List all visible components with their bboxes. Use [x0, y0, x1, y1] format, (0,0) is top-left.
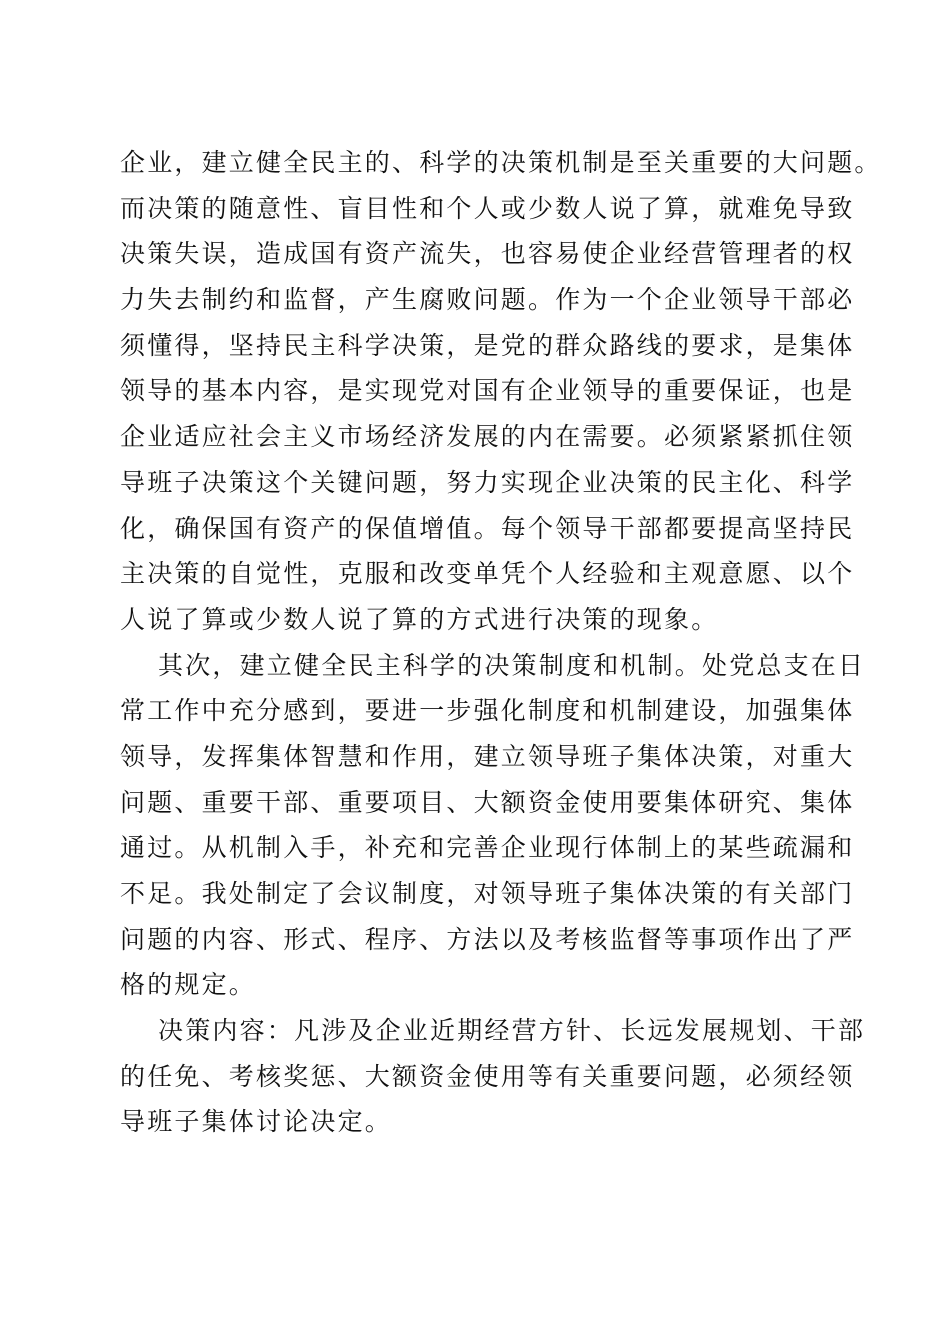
paragraph-line: 而决策的随意性、盲目性和个人或少数人说了算，就难免导致	[120, 193, 855, 223]
paragraph-line: 领导的基本内容，是实现党对国有企业领导的重要保证，也是	[120, 376, 855, 406]
paragraph-line: 常工作中充分感到，要进一步强化制度和机制建设，加强集体	[120, 696, 855, 726]
document-body	[120, 140, 882, 1145]
paragraph-line: 力失去制约和监督，产生腐败问题。作为一个企业领导干部必	[120, 285, 855, 315]
paragraph-line: 其次，建立健全民主科学的决策制度和机制。处党总支在日	[158, 650, 866, 680]
paragraph-line: 企业适应社会主义市场经济发展的内在需要。必须紧紧抓住领	[120, 422, 855, 452]
paragraph-line: 问题、重要干部、重要项目、大额资金使用要集体研究、集体	[120, 787, 855, 817]
paragraph-line: 不足。我处制定了会议制度，对领导班子集体决策的有关部门	[120, 879, 855, 908]
paragraph-line: 化，确保国有资产的保值增值。每个领导干部都要提高坚持民	[120, 513, 855, 543]
paragraph-line: 问题的内容、形式、程序、方法以及考核监督等事项作出了严	[120, 924, 855, 954]
paragraph-line: 企业，建立健全民主的、科学的决策机制是至关重要的大问题。	[120, 148, 882, 177]
paragraph-3	[120, 1008, 866, 1145]
paragraph-line: 决策内容：凡涉及企业近期经营方针、长远发展规划、干部	[158, 1016, 866, 1046]
paragraph-line: 须懂得，坚持民主科学决策，是党的群众路线的要求，是集体	[120, 330, 855, 360]
paragraph-line: 的任免、考核奖惩、大额资金使用等有关重要问题，必须经领	[120, 1061, 855, 1091]
paragraph-line: 主决策的自觉性，克服和改变单凭个人经验和主观意愿、以个	[120, 559, 855, 589]
paragraph-2	[120, 643, 866, 1009]
paragraph-1	[120, 140, 882, 643]
paragraph-line: 导班子集体讨论决定。	[120, 1107, 393, 1137]
paragraph-line: 决策失误，造成国有资产流失，也容易使企业经营管理者的权	[120, 239, 855, 269]
paragraph-line: 格的规定。	[120, 970, 257, 1000]
paragraph-line: 人说了算或少数人说了算的方式进行决策的现象。	[120, 604, 719, 634]
paragraph-line: 导班子决策这个关键问题，努力实现企业决策的民主化、科学	[120, 467, 855, 497]
paragraph-line: 通过。从机制入手，补充和完善企业现行体制上的某些疏漏和	[120, 833, 855, 863]
paragraph-line: 领导，发挥集体智慧和作用，建立领导班子集体决策，对重大	[120, 741, 855, 771]
